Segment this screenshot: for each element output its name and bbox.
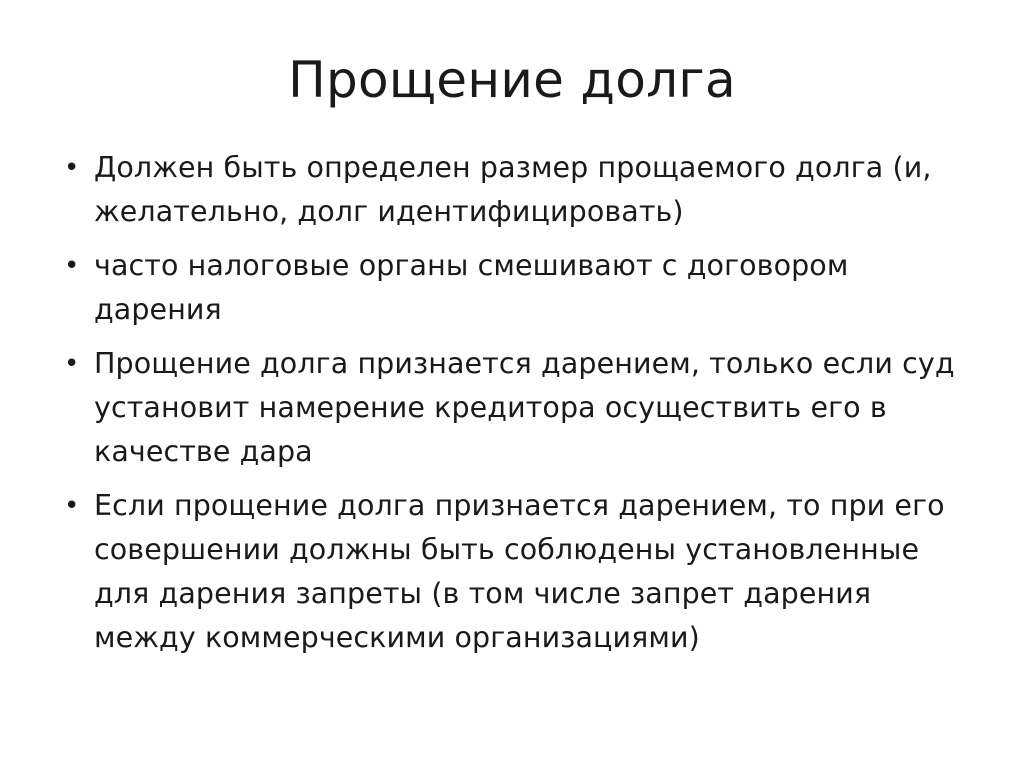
bullet-icon: • (64, 491, 80, 521)
bullet-item (60, 342, 980, 474)
bullet-list (60, 146, 980, 670)
bullet-item (60, 484, 980, 660)
bullet-text: Если прощение долга признается дарением, то при его совершении должны быть соблюдены установленные для дарения запреты (в том числе запрет дарения между коммерческими организациями) (94, 489, 945, 654)
bullet-text: часто налоговые органы смешивают с договором дарения (94, 249, 849, 326)
bullet-item (60, 146, 980, 234)
bullet-icon: • (64, 251, 80, 281)
bullet-text: Должен быть определен размер прощаемого долга (и, желательно, долг идентифицировать) (94, 151, 932, 228)
slide-title: Прощение долга (288, 51, 736, 109)
bullet-icon: • (64, 153, 80, 183)
bullet-item (60, 244, 980, 332)
bullet-icon: • (64, 349, 80, 379)
bullet-text: Прощение долга признается дарением, только если суд установит намерение кредитора осуществить его в качестве дара (94, 347, 955, 468)
